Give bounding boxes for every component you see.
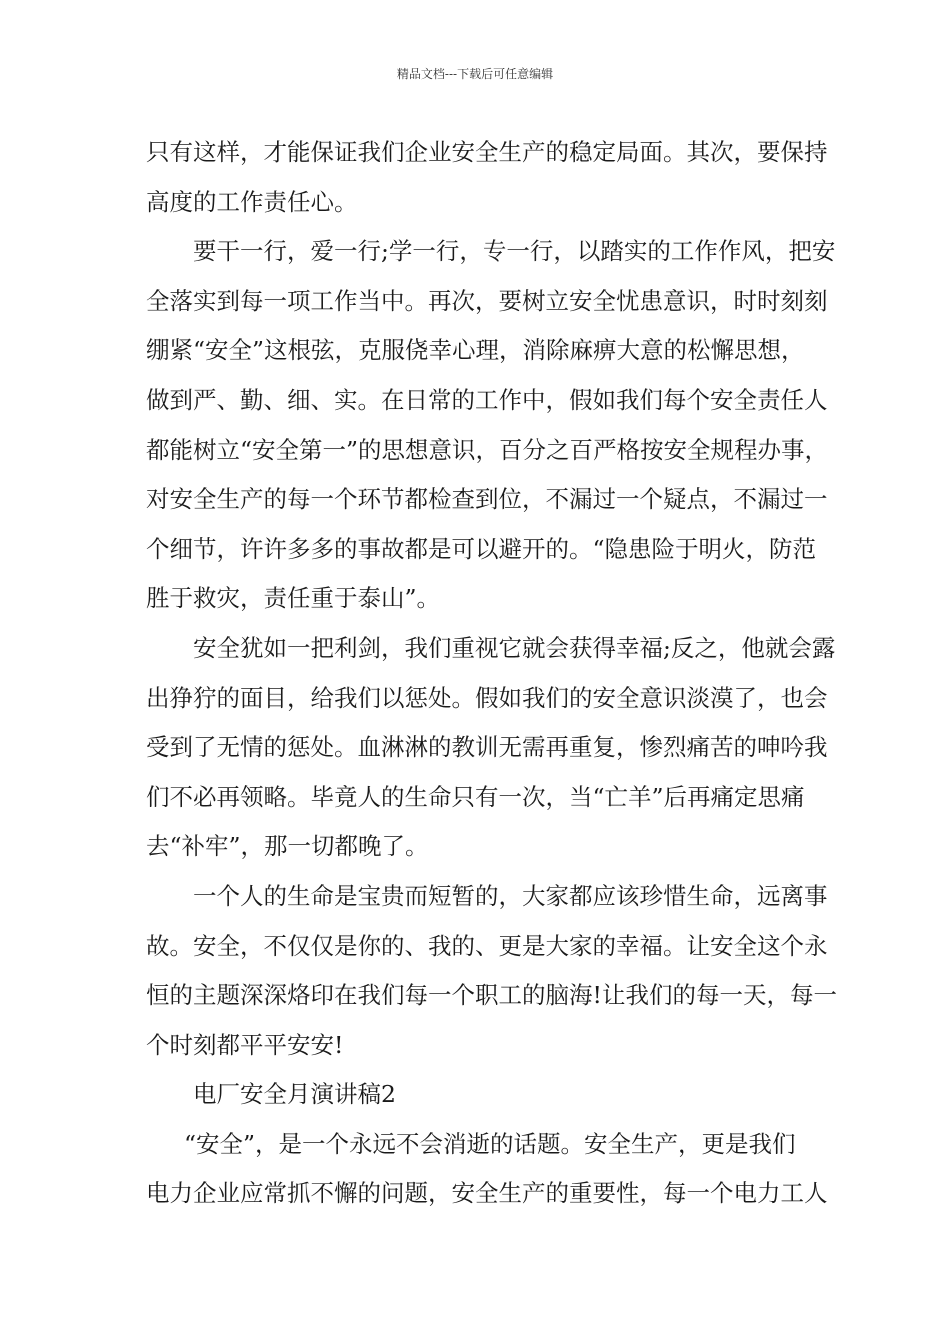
text-line: 恒的主题深深烙印在我们每一个职工的脑海!让我们的每一天，每一 [146, 981, 837, 1010]
text-line: 做到严、勤、细、实。在日常的工作中，假如我们每个安全责任人 [146, 385, 828, 414]
text-line: 出狰狞的面目，给我们以惩处。假如我们的安全意识淡漠了，也会 [146, 683, 828, 712]
paragraph [146, 227, 836, 624]
text-line: 绷紧“安全”这根弦，克服侥幸心理，消除麻痹大意的松懈思想， [146, 336, 805, 365]
paragraph [146, 1120, 826, 1219]
document-body [146, 128, 837, 1219]
text-line: 去“补牢”，那一切都晚了。 [146, 832, 429, 861]
text-line: 电力企业应常抓不懈的问题，安全生产的重要性，每一个电力工人 [146, 1179, 828, 1208]
text-line: 胜于救灾，责任重于泰山”。 [146, 584, 441, 613]
paragraph [146, 624, 836, 872]
page-header: 精品文档---下载后可任意编辑 [396, 67, 554, 81]
text-line: 高度的工作责任心。 [146, 187, 358, 216]
text-line: 只有这样，才能保证我们企业安全生产的稳定局面。其次，要保持 [146, 138, 828, 166]
section-heading [146, 1070, 826, 1120]
text-line: 全落实到每一项工作当中。再次，要树立安全忧患意识，时时刻刻 [146, 286, 828, 315]
text-line: 个细节，许许多多的事故都是可以避开的。“隐患险于明火，防范 [146, 534, 817, 563]
paragraph [146, 128, 826, 227]
paragraph [146, 872, 837, 1070]
text-line: “安全”，是一个永远不会消逝的话题。安全生产，更是我们 [184, 1129, 796, 1158]
text-line: 安全犹如一把利剑，我们重视它就会获得幸福;反之，他就会露 [193, 633, 836, 662]
text-line: 受到了无情的惩处。血淋淋的教训无需再重复，惨烈痛苦的呻吟我 [146, 733, 828, 762]
text-line: 对安全生产的每一个环节都检查到位，不漏过一个疑点，不漏过一 [146, 485, 828, 514]
text-line: 电厂安全月演讲稿2 [193, 1080, 396, 1109]
text-line: 个时刻都平平安安! [146, 1030, 344, 1059]
text-line: 故。安全，不仅仅是你的、我的、更是大家的幸福。让安全这个永 [146, 931, 828, 960]
text-line: 们不必再领略。毕竟人的生命只有一次，当“亡羊”后再痛定思痛 [146, 782, 805, 811]
text-line: 要干一行，爱一行;学一行，专一行，以踏实的工作作风，把安 [193, 237, 836, 266]
text-line: 都能树立“安全第一”的思想意识，百分之百严格按安全规程办事， [146, 435, 829, 464]
text-line: 一个人的生命是宝贵而短暂的，大家都应该珍惜生命，远离事 [193, 881, 828, 910]
